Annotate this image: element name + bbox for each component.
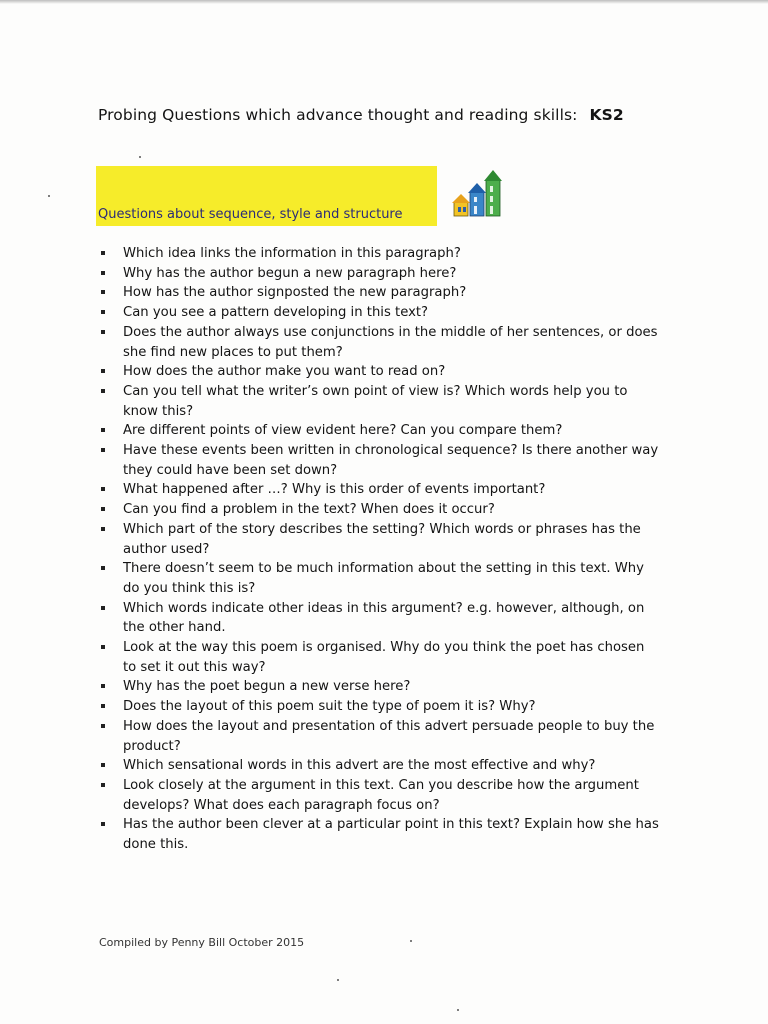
question-item: How has the author signposted the new paragraph?: [100, 283, 660, 303]
question-item: Why has the poet begun a new verse here?: [100, 677, 660, 697]
question-item: Look closely at the argument in this text. Can you describe how the argument develops? What does each paragraph focus on?: [100, 776, 660, 815]
houses-icon: [449, 166, 507, 218]
title-text: Probing Questions which advance thought and reading skills:: [98, 106, 578, 124]
question-item: Which words indicate other ideas in this argument? e.g. however, although, on the other hand.: [100, 599, 660, 638]
question-item: Does the layout of this poem suit the type of poem it is? Why?: [100, 697, 660, 717]
page-title: [98, 106, 624, 124]
key-stage-label: KS2: [589, 106, 624, 124]
question-item: There doesn’t seem to be much information about the setting in this text. Why do you think this is?: [100, 559, 660, 598]
section-heading: Questions about sequence, style and structure: [98, 207, 403, 222]
footer-credit: Compiled by Penny Bill October 2015: [99, 936, 305, 949]
scan-edge: [0, 0, 768, 4]
scan-speck: [410, 940, 412, 942]
question-item: Which part of the story describes the setting? Which words or phrases has the author used?: [100, 520, 660, 559]
question-item: Can you find a problem in the text? When does it occur?: [100, 500, 660, 520]
question-item: Can you tell what the writer’s own point of view is? Which words help you to know this?: [100, 382, 660, 421]
question-item: Which sensational words in this advert are the most effective and why?: [100, 756, 660, 776]
scan-speck: [337, 979, 339, 981]
question-item: Are different points of view evident here? Can you compare them?: [100, 421, 660, 441]
scan-speck: [457, 1009, 459, 1011]
question-item: What happened after …? Why is this order of events important?: [100, 480, 660, 500]
scan-speck: [139, 156, 141, 158]
question-item: Can you see a pattern developing in this text?: [100, 303, 660, 323]
scan-speck: [48, 195, 50, 197]
question-item: Look at the way this poem is organised. Why do you think the poet has chosen to set it out this way?: [100, 638, 660, 677]
question-list: [100, 244, 660, 855]
question-item: Which idea links the information in this paragraph?: [100, 244, 660, 264]
question-item: Does the author always use conjunctions in the middle of her sentences, or does she find new places to put them?: [100, 323, 660, 362]
question-item: Has the author been clever at a particular point in this text? Explain how she has done this.: [100, 815, 660, 854]
question-item: How does the layout and presentation of this advert persuade people to buy the product?: [100, 717, 660, 756]
question-item: Have these events been written in chronological sequence? Is there another way they could have been set down?: [100, 441, 660, 480]
question-item: How does the author make you want to read on?: [100, 362, 660, 382]
question-item: Why has the author begun a new paragraph here?: [100, 264, 660, 284]
